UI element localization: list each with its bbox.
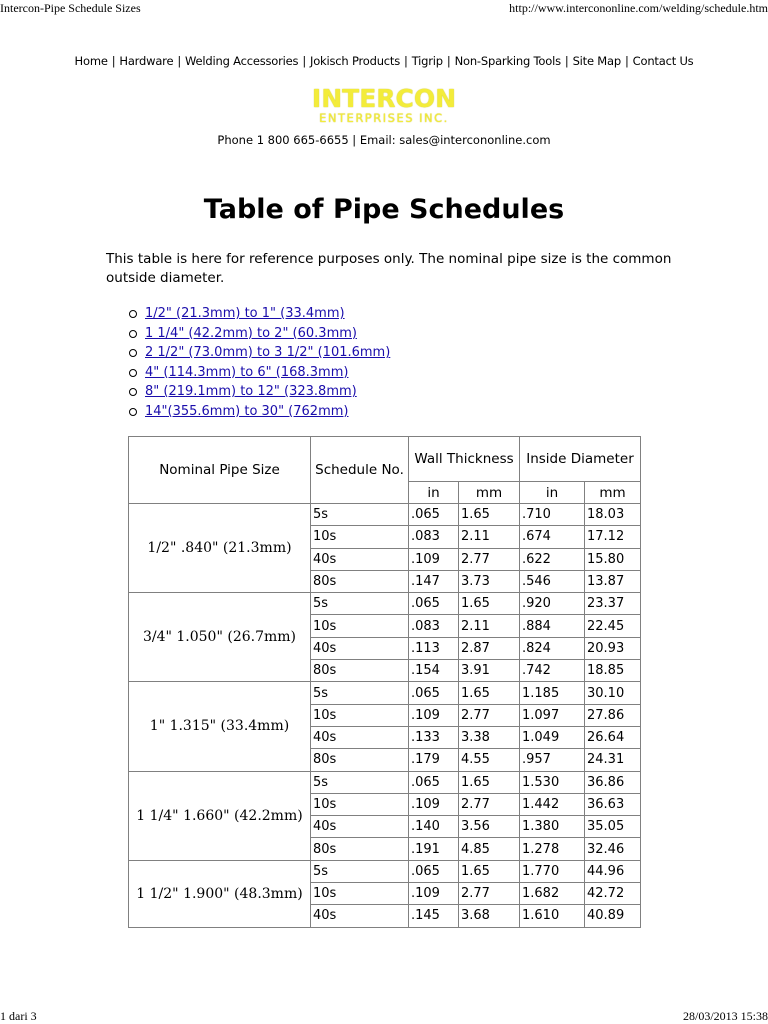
wall-mm-cell: 2.77	[459, 704, 520, 726]
wall-mm-cell: 2.77	[459, 793, 520, 815]
wall-mm-cell: 3.91	[459, 660, 520, 682]
wall-mm-cell: 3.68	[459, 905, 520, 927]
inside-mm-cell: 13.87	[585, 570, 641, 592]
print-header-url: http://www.intercononline.com/welding/schedule.htm	[509, 1, 768, 15]
inside-in-cell: 1.530	[520, 771, 585, 793]
schedule-cell: 40s	[311, 637, 409, 659]
inside-mm-cell: 22.45	[585, 615, 641, 637]
nav-separator: |	[446, 54, 451, 68]
inside-mm-cell: 32.46	[585, 838, 641, 860]
inside-in-cell: .920	[520, 593, 585, 615]
wall-mm-cell: 3.73	[459, 570, 520, 592]
nav-separator: |	[564, 54, 569, 68]
inside-mm-cell: 35.05	[585, 816, 641, 838]
inside-in-cell: 1.097	[520, 704, 585, 726]
size-range-link[interactable]: 14"(355.6mm) to 30" (762mm)	[145, 403, 349, 419]
inside-mm-cell: 42.72	[585, 883, 641, 905]
nav-separator: |	[302, 54, 307, 68]
pipe-schedule-table	[128, 436, 641, 928]
header-inside-diameter: Inside Diameter	[520, 437, 641, 482]
nav-link-welding-accessories[interactable]: Welding Accessories	[185, 54, 299, 68]
intro-text: This table is here for reference purposes only. The nominal pipe size is the common outside diameter.	[106, 251, 672, 286]
schedule-cell: 5s	[311, 504, 409, 526]
header-wall-thickness: Wall Thickness	[409, 437, 520, 482]
nominal-size-cell: 3/4" 1.050" (26.7mm)	[129, 593, 311, 682]
table-row	[129, 682, 641, 704]
nav-link-home[interactable]: Home	[74, 54, 108, 68]
wall-mm-cell: 2.77	[459, 883, 520, 905]
header-schedule-no: Schedule No.	[311, 437, 409, 504]
size-range-item	[129, 343, 390, 363]
size-range-item	[129, 402, 390, 422]
size-range-item	[129, 363, 390, 383]
inside-in-cell: .622	[520, 548, 585, 570]
schedule-cell: 5s	[311, 682, 409, 704]
schedule-cell: 5s	[311, 593, 409, 615]
nav-link-site-map[interactable]: Site Map	[572, 54, 621, 68]
header-inside-in: in	[520, 482, 585, 504]
wall-in-cell: .065	[409, 682, 459, 704]
wall-in-cell: .109	[409, 548, 459, 570]
inside-in-cell: 1.682	[520, 883, 585, 905]
schedule-cell: 5s	[311, 860, 409, 882]
inside-in-cell: .824	[520, 637, 585, 659]
schedule-cell: 10s	[311, 615, 409, 637]
print-footer-page: 1 dari 3	[0, 1009, 37, 1023]
wall-in-cell: .140	[409, 816, 459, 838]
header-nominal-size: Nominal Pipe Size	[129, 437, 311, 504]
schedule-cell: 40s	[311, 548, 409, 570]
table-row	[129, 504, 641, 526]
inside-mm-cell: 30.10	[585, 682, 641, 704]
schedule-cell: 10s	[311, 793, 409, 815]
table-row	[129, 860, 641, 882]
size-range-link[interactable]: 2 1/2" (73.0mm) to 3 1/2" (101.6mm)	[145, 345, 391, 360]
nominal-size-cell: 1/2" .840" (21.3mm)	[129, 504, 311, 593]
size-range-item	[129, 324, 390, 344]
inside-mm-cell: 17.12	[585, 526, 641, 548]
inside-in-cell: .546	[520, 570, 585, 592]
schedule-cell: 5s	[311, 771, 409, 793]
inside-mm-cell: 18.85	[585, 660, 641, 682]
size-range-link[interactable]: 8" (219.1mm) to 12" (323.8mm)	[145, 384, 357, 399]
wall-in-cell: .083	[409, 615, 459, 637]
nav-link-jokisch-products[interactable]: Jokisch Products	[310, 54, 401, 68]
nominal-size-cell: 1 1/4" 1.660" (42.2mm)	[129, 771, 311, 860]
inside-mm-cell: 24.31	[585, 749, 641, 771]
inside-mm-cell: 36.63	[585, 793, 641, 815]
inside-mm-cell: 36.86	[585, 771, 641, 793]
size-range-link[interactable]: 1 1/4" (42.2mm) to 2" (60.3mm)	[145, 325, 357, 341]
intercon-logo[interactable]	[0, 86, 768, 124]
size-range-link[interactable]: 1/2" (21.3mm) to 1" (33.4mm)	[145, 306, 345, 321]
inside-in-cell: .957	[520, 749, 585, 771]
schedule-cell: 40s	[311, 816, 409, 838]
inside-in-cell: 1.049	[520, 726, 585, 748]
contact-line: Phone 1 800 665-6655 | Email: sales@intercononline.com	[217, 133, 551, 147]
schedule-cell: 80s	[311, 570, 409, 592]
wall-in-cell: .133	[409, 726, 459, 748]
nav-separator: |	[111, 54, 116, 68]
inside-in-cell: .884	[520, 615, 585, 637]
wall-mm-cell: 2.77	[459, 548, 520, 570]
header-inside-mm: mm	[585, 482, 641, 504]
logo-main-text: INTERCON	[311, 84, 457, 113]
nominal-size-cell: 1 1/2" 1.900" (48.3mm)	[129, 860, 311, 927]
logo-sub-text: ENTERPRISES INC.	[319, 111, 449, 125]
schedule-cell: 10s	[311, 704, 409, 726]
wall-in-cell: .113	[409, 637, 459, 659]
inside-in-cell: 1.770	[520, 860, 585, 882]
table-row	[129, 593, 641, 615]
size-range-item	[129, 304, 390, 324]
inside-in-cell: 1.185	[520, 682, 585, 704]
inside-in-cell: 1.380	[520, 816, 585, 838]
wall-in-cell: .065	[409, 504, 459, 526]
size-range-links	[129, 304, 390, 421]
inside-in-cell: .710	[520, 504, 585, 526]
inside-mm-cell: 44.96	[585, 860, 641, 882]
header-wall-in: in	[409, 482, 459, 504]
nav-link-contact-us[interactable]: Contact Us	[632, 54, 694, 68]
wall-in-cell: .065	[409, 593, 459, 615]
wall-in-cell: .179	[409, 749, 459, 771]
schedule-cell: 80s	[311, 749, 409, 771]
schedule-cell: 40s	[311, 726, 409, 748]
schedule-cell: 80s	[311, 838, 409, 860]
page-title: Table of Pipe Schedules	[203, 194, 565, 225]
schedule-cell: 80s	[311, 660, 409, 682]
wall-in-cell: .065	[409, 771, 459, 793]
wall-in-cell: .109	[409, 704, 459, 726]
inside-mm-cell: 26.64	[585, 726, 641, 748]
print-footer-datetime: 28/03/2013 15:38	[682, 1009, 768, 1023]
inside-mm-cell: 20.93	[585, 637, 641, 659]
wall-mm-cell: 2.87	[459, 637, 520, 659]
nav-link-hardware[interactable]: Hardware	[119, 54, 174, 68]
nav-link-non-sparking-tools[interactable]: Non-Sparking Tools	[454, 54, 561, 68]
wall-in-cell: .109	[409, 793, 459, 815]
wall-mm-cell: 3.38	[459, 726, 520, 748]
nav-separator: |	[177, 54, 182, 68]
nav-link-tigrip[interactable]: Tigrip	[411, 54, 443, 68]
top-nav	[0, 54, 768, 68]
wall-mm-cell: 1.65	[459, 860, 520, 882]
wall-in-cell: .147	[409, 570, 459, 592]
wall-mm-cell: 1.65	[459, 682, 520, 704]
wall-mm-cell: 3.56	[459, 816, 520, 838]
size-range-link[interactable]: 4" (114.3mm) to 6" (168.3mm)	[145, 364, 349, 380]
inside-mm-cell: 23.37	[585, 593, 641, 615]
nav-separator: |	[404, 54, 408, 68]
wall-mm-cell: 4.55	[459, 749, 520, 771]
inside-mm-cell: 40.89	[585, 905, 641, 927]
wall-mm-cell: 1.65	[459, 771, 520, 793]
nav-separator: |	[624, 54, 629, 68]
wall-mm-cell: 1.65	[459, 504, 520, 526]
wall-in-cell: .191	[409, 838, 459, 860]
inside-in-cell: 1.278	[520, 838, 585, 860]
table-row	[129, 771, 641, 793]
print-header-title: Intercon-Pipe Schedule Sizes	[0, 1, 141, 15]
wall-mm-cell: 4.85	[459, 838, 520, 860]
schedule-cell: 10s	[311, 883, 409, 905]
wall-in-cell: .065	[409, 860, 459, 882]
wall-mm-cell: 1.65	[459, 593, 520, 615]
schedule-cell: 40s	[311, 905, 409, 927]
inside-in-cell: .742	[520, 660, 585, 682]
inside-in-cell: 1.610	[520, 905, 585, 927]
wall-mm-cell: 2.11	[459, 526, 520, 548]
wall-in-cell: .145	[409, 905, 459, 927]
inside-in-cell: 1.442	[520, 793, 585, 815]
wall-in-cell: .083	[409, 526, 459, 548]
size-range-item	[129, 382, 390, 402]
schedule-cell: 10s	[311, 526, 409, 548]
inside-mm-cell: 18.03	[585, 504, 641, 526]
inside-in-cell: .674	[520, 526, 585, 548]
nominal-size-cell: 1" 1.315" (33.4mm)	[129, 682, 311, 771]
wall-in-cell: .154	[409, 660, 459, 682]
header-wall-mm: mm	[459, 482, 520, 504]
inside-mm-cell: 15.80	[585, 548, 641, 570]
inside-mm-cell: 27.86	[585, 704, 641, 726]
wall-mm-cell: 2.11	[459, 615, 520, 637]
wall-in-cell: .109	[409, 883, 459, 905]
